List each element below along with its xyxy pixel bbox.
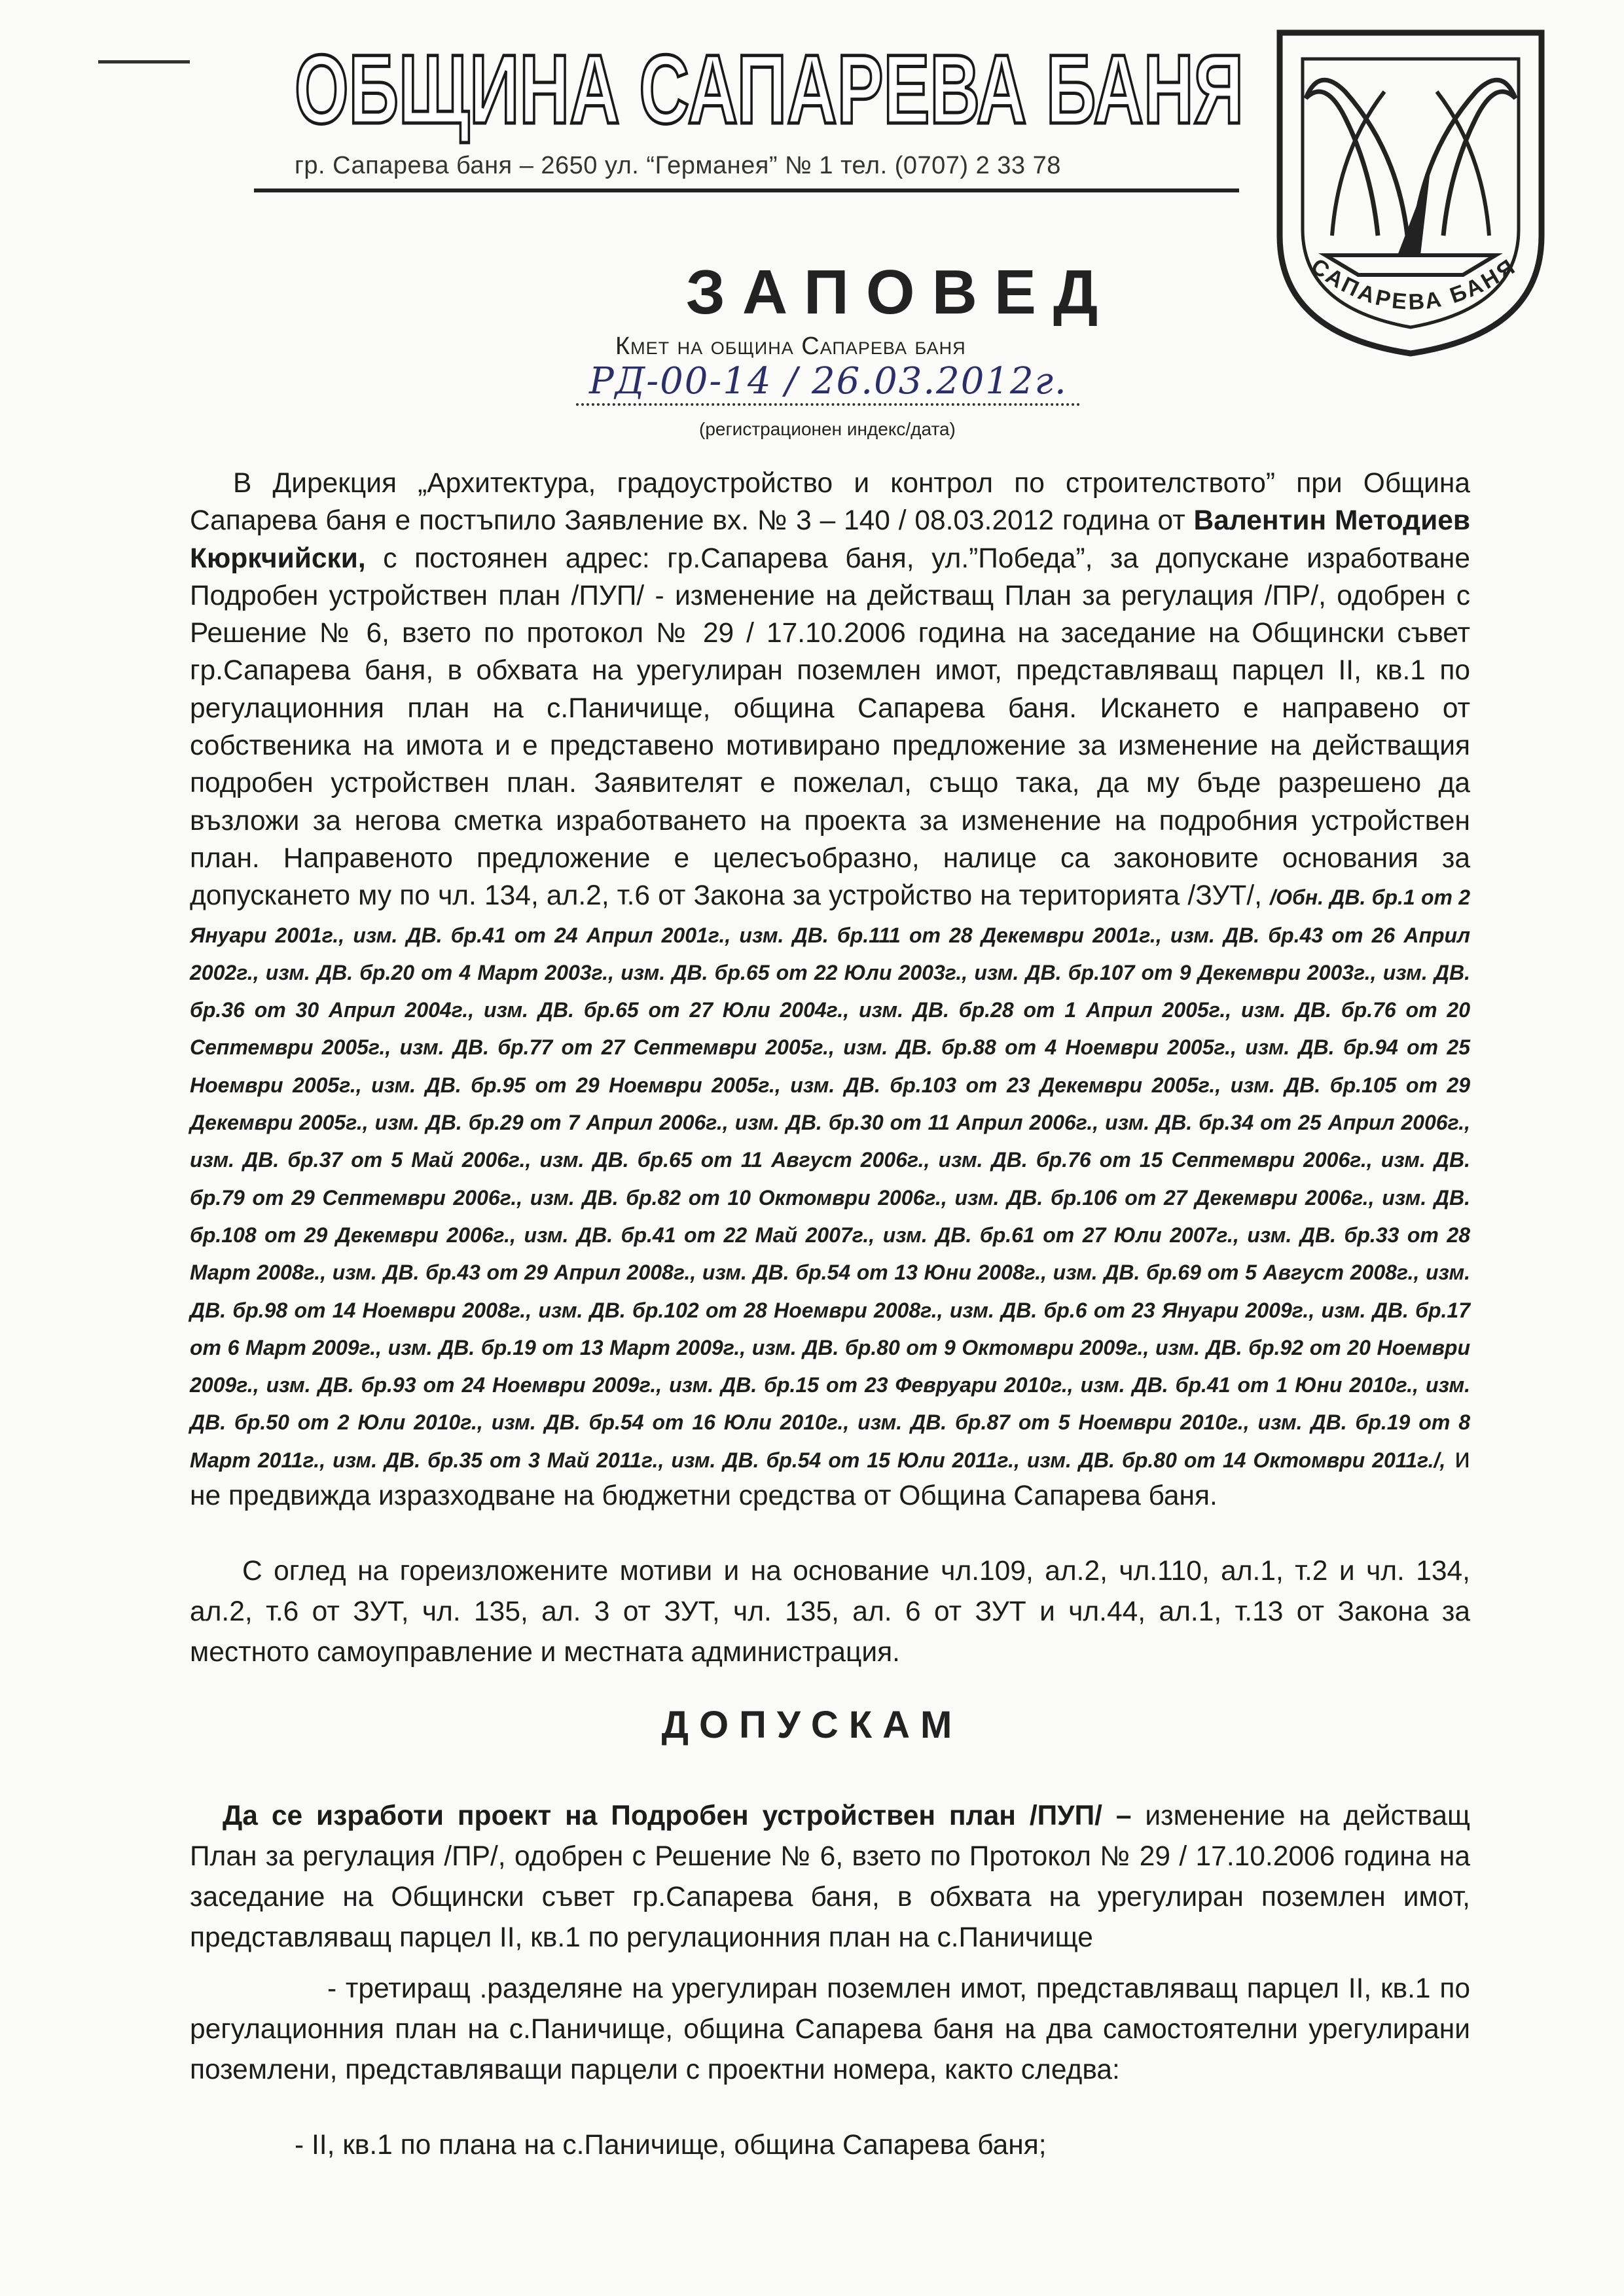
municipality-title-text: ОБЩИНА САПАРЕВА БАНЯ <box>295 34 1244 144</box>
decision-heading: ДОПУСКАМ <box>661 1704 963 1746</box>
applicant-name: Валентин Методиев Кюркчийски, <box>190 505 1470 574</box>
municipality-title <box>288 34 1250 144</box>
p1-text-continued: с постоянен адрес: гр.Сапарева баня, ул.”Победа”, за допускане изработване Подробен устройствен план /ПУП/ - изменение на действащ План за регулация /ПР/, одобрен с Решение № 6, взето по протокол № 29 / 17.10.2006 година на заседание на Общински съвет гр.Сапарева баня, в обхвата на урегулиран поземлен имот, представляващ парцел II, кв.1 по регулационния план на с.Паничище, община Сапарева баня. Искането е направено от собственика на имота и е представено мотивирано предложение за изменение на действащия подробен устройствен план. Заявителят е пожелал, също така, да му бъде разрешено да възложи за негова сметка изработването на проекта за изменение на подробния устройствен план. Направеното предложение е целесъобразно, налице са законовите основания за допускането му по чл. 134, ал.2, т.6 от Закона за устройство на територията /ЗУТ/, <box>190 543 1470 912</box>
top-left-mark <box>98 60 190 63</box>
issuer: Кмет на община Сапарева баня <box>615 332 966 360</box>
paragraph-motives: С оглед на гореизложените мотиви и на основание чл.109, ал.2, чл.110, ал.1, т.2 и чл. 134, ал.2, т.6 от ЗУТ, чл. 135, ал. 3 от ЗУТ, чл. 135, ал. 6 от ЗУТ и чл.44, ал.1, т.13 от Закона за местното самоуправление и местната администрация. <box>190 1556 1470 1668</box>
emblem-text: САПАРЕВА БАНЯ <box>1306 253 1522 315</box>
header-divider <box>254 188 1239 192</box>
registration-number-handwritten: РД-00-14 / 26.03.2012г. <box>589 360 1068 403</box>
decision-bold-lead: Да се изработи проект на Подробен устройствен план /ПУП/ – <box>223 1801 1132 1831</box>
paragraph-application <box>190 465 1470 1515</box>
decision-text: изменение на действащ План за регулация /ПР/, одобрен с Решение № 6, взето по Протокол № 29 / 17.10.2006 година на заседание на Общински съвет гр.Сапарева баня, в обхвата на урегулиран поземлен имот, представляващ парцел II, кв.1 по регулационния план на с.Паничище <box>190 1801 1470 1953</box>
municipality-address: гр. Сапарева баня – 2650 ул. “Германея” № 1 тел. (0707) 2 33 78 <box>295 152 1061 179</box>
list-item-parcel: - II, кв.1 по плана на с.Паничище, община Сапарева баня; <box>295 2130 1047 2161</box>
paragraph-division: - третиращ .разделяне на урегулиран поземлен имот, представляващ парцел II, кв.1 по регулационния план на с.Паничище, община Сапарева баня на два самостоятелни урегулирани поземлени, представляващи парцели с проектни номера, както следва: <box>190 1973 1470 2085</box>
order-title: ЗАПОВЕД <box>685 257 1115 327</box>
law-amendments: /Обн. ДВ. бр.1 от 2 Януари 2001г., изм. ДВ. бр.41 от 24 Април 2001г., изм. ДВ. бр.111 от 28 Декември 2001г., изм. ДВ. бр.43 от 26 Април 2002г., изм. ДВ. бр.20 от 4 Март 2003г., изм. ДВ. бр.65 от 22 Юли 2003г., изм. ДВ. бр.107 от 9 Декември 2003г., изм. ДВ. бр.36 от 30 Април 2004г., изм. ДВ. бр.65 от 27 Юли 2004г., изм. ДВ. бр.28 от 1 Април 2005г., изм. ДВ. бр.76 от 20 Септември 2005г., изм. ДВ. бр.77 от 27 Септември 2005г., изм. ДВ. бр.88 от 4 Ноември 2005г., изм. ДВ. бр.94 от 25 Ноември 2005г., изм. ДВ. бр.95 от 29 Ноември 2005г., изм. ДВ. бр.103 от 23 Декември 2005г., изм. ДВ. бр.105 от 29 Декември 2005г., изм. ДВ. бр.29 от 7 Април 2006г., изм. ДВ. бр.30 от 11 Април 2006г., изм. ДВ. бр.34 от 25 Април 2006г., изм. ДВ. бр.37 от 5 Май 2006г., изм. ДВ. бр.65 от 11 Август 2006г., изм. ДВ. бр.76 от 15 Септември 2006г., изм. ДВ. бр.79 от 29 Септември 2006г., изм. ДВ. бр.82 от 10 Октомври 2006г., изм. ДВ. бр.106 от 27 Декември 2006г., изм. ДВ. бр.108 от 29 Декември 2006г., изм. ДВ. бр.41 от 22 Май 2007г., изм. ДВ. бр.61 от 27 Юли 2007г., изм. ДВ. бр.33 от 28 Март 2008г., изм. ДВ. бр.43 от 29 Април 2008г., изм. ДВ. бр.54 от 13 Юни 2008г., изм. ДВ. бр.69 от 5 Август 2008г., изм. ДВ. бр.98 от 14 Ноември 2008г., изм. ДВ. бр.102 от 28 Ноември 2008г., изм. ДВ. бр.6 от 23 Януари 2009г., изм. ДВ. бр.17 от 6 Март 2009г., изм. ДВ. бр.19 от 13 Март 2009г., изм. ДВ. бр.80 от 9 Октомври 2009г., изм. ДВ. бр.92 от 20 Ноември 2009г., изм. ДВ. бр.93 от 24 Ноември 2009г., изм. ДВ. бр.15 от 23 Февруари 2010г., изм. ДВ. бр.41 от 1 Юни 2010г., изм. ДВ. бр.50 от 2 Юли 2010г., изм. ДВ. бр.54 от 16 Юли 2010г., изм. ДВ. бр.87 от 5 Ноември 2010г., изм. ДВ. бр.19 от 8 Март 2011г., изм. ДВ. бр.35 от 3 Май 2011г., изм. ДВ. бр.54 от 15 Юли 2011г., изм. ДВ. бр.80 от 14 Октомври 2011г./, <box>190 886 1471 1472</box>
registration-label: (регистрационен индекс/дата) <box>699 419 956 439</box>
registration-number <box>576 360 1080 412</box>
p1-text: В Дирекция „Архитектура, градоустройство и контрол по строителството” при Община Сапарева баня е постъпило Заявление вх. № 3 – 140 / 08.03.2012 година от <box>190 468 1470 537</box>
paragraph-decision <box>190 1796 1470 1958</box>
registration-dotted-line <box>576 403 1080 406</box>
p1-ending: и не предвижда изразходване на бюджетни средства от Община Сапарева баня. <box>190 1443 1470 1512</box>
